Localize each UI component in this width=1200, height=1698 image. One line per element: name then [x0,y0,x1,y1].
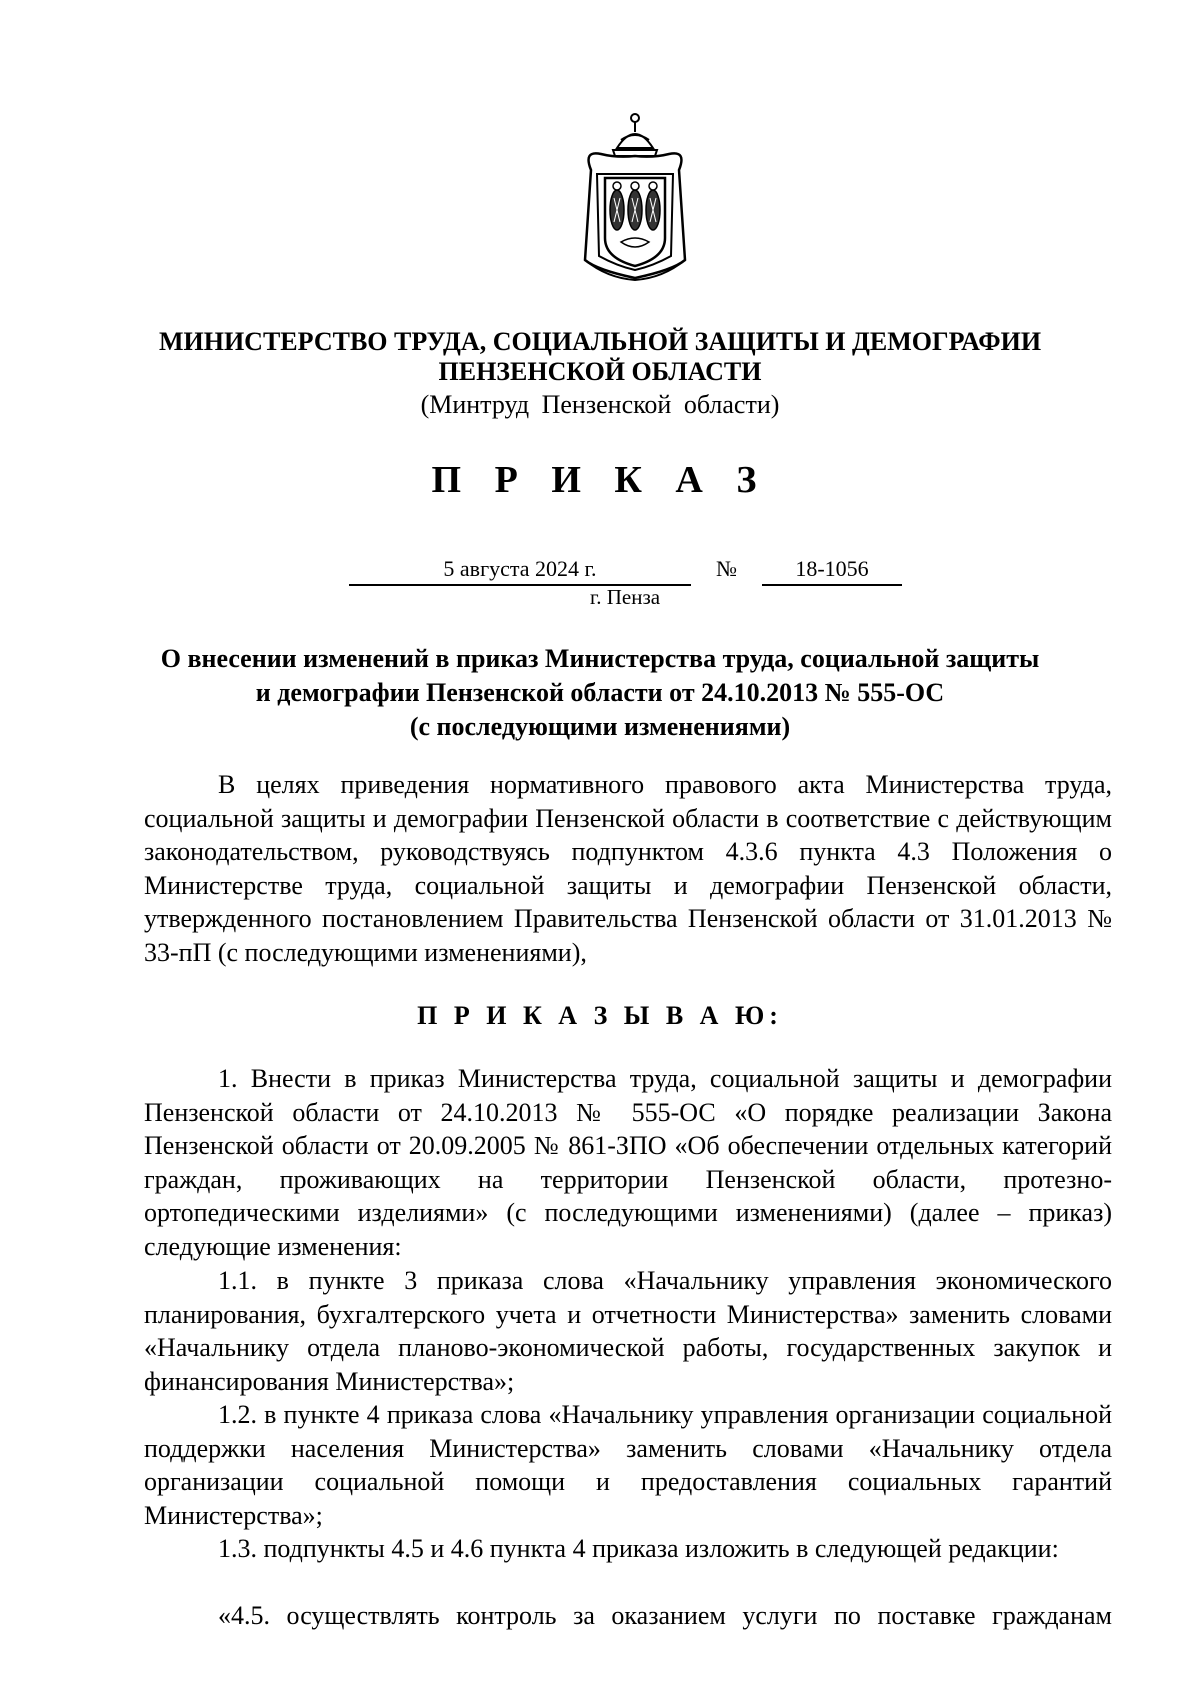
item-1-1 [144,1264,1112,1398]
item-1 [144,1062,1112,1263]
preamble-paragraph [144,768,1112,969]
city-name: г. Пенза [590,585,661,609]
item-1-1-text: 1.1. в пункте 3 приказа слова «Начальнику управления экономического планирования, бухгалтерского учета и отчетности Министерства» заменить словами «Начальнику отдела планово-экономической работы, государственных закупок и финансирования Министерства»; [144,1266,1112,1396]
organization-name-line2: ПЕНЗЕНСКОЙ ОБЛАСТИ [438,357,762,386]
item-4-5 [144,1599,1112,1633]
order-number: 18-1056 [762,556,902,586]
item-1-text: 1. Внести в приказ Министерства труда, социальной защиты и демографии Пензенской области от 24.10.2013 № 555-ОС «О порядке реализации Закона Пензенской области от 20.09.2005 № 861-ЗПО «Об обеспечении отдельных категорий граждан, проживающих на территории Пензенской области, протезно-ортопедическими изделиями» (с последующими изменениями) (далее – приказ) следующие изменения: [144,1064,1112,1261]
item-1-3-text: 1.3. подпункты 4.5 и 4.6 пункта 4 приказа изложить в следующей редакции: [218,1534,1059,1563]
organization-abbreviation: (Минтруд Пензенской области) [420,390,780,419]
subject-line3: (с последующими изменениями) [409,712,791,741]
item-1-2-text: 1.2. в пункте 4 приказа слова «Начальнику управления организации социальной поддержки населения Министерства» заменить словами «Начальнику отдела организации социальной помощи и предоставления социальных гарантий Министерства»; [144,1400,1112,1530]
document-type-title: П Р И К А З [431,459,769,501]
number-sign: № [716,556,737,581]
item-1-3 [144,1532,1112,1566]
order-date: 5 августа 2024 г. [349,556,691,586]
item-4-5-text: «4.5. осуществлять контроль за оказанием услуги по поставке гражданам [218,1601,1112,1630]
subject-line1: О внесении изменений в приказ Министерства труда, социальной защиты [160,644,1040,673]
preamble-text: В целях приведения нормативного правового акта Министерства труда, социальной защиты и демографии Пензенской области в соответствие с действующим законодательством, руководствуясь подпунктом 4.3.6 пункта 4.3 Положения о Министерстве труда, социальной защиты и демографии Пензенской области, утвержденного постановлением Правительства Пензенской области от 31.01.2013 № 33-пП (с последующими изменениями), [144,770,1112,967]
ordering-heading: П Р И К А З Ы В А Ю: [417,1001,783,1030]
subject-line2: и демографии Пензенской области от 24.10.2013 № 555-ОС [255,678,945,707]
organization-name-line1: МИНИСТЕРСТВО ТРУДА, СОЦИАЛЬНОЙ ЗАЩИТЫ И ДЕМОГРАФИИ [158,327,1042,356]
item-1-2 [144,1398,1112,1532]
coat-of-arms-emblem [577,110,693,282]
